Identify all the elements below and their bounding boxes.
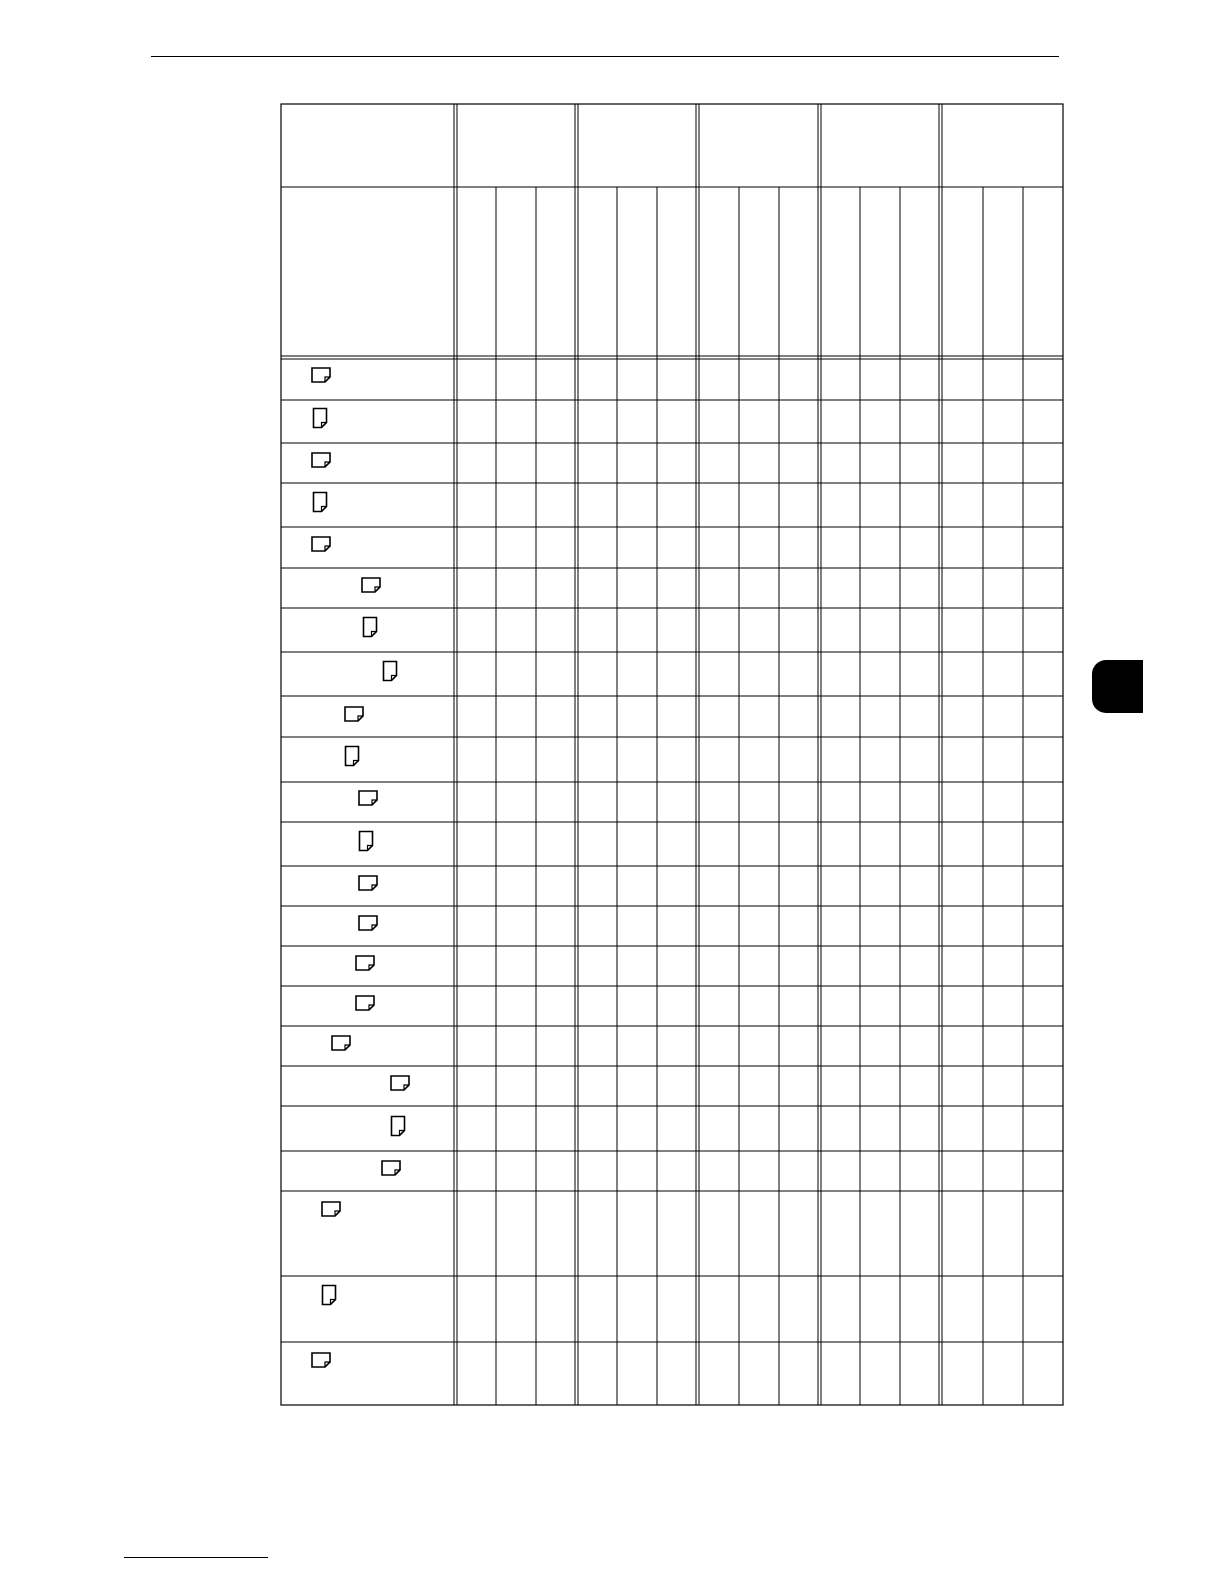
table-row <box>312 537 330 551</box>
table-row <box>392 1117 405 1136</box>
table-row <box>314 409 327 428</box>
paper-landscape-icon <box>359 791 377 805</box>
table-row <box>312 368 330 382</box>
paper-portrait-icon <box>314 493 327 512</box>
table-row <box>360 832 373 851</box>
paper-landscape-icon <box>312 537 330 551</box>
table-row <box>312 453 330 467</box>
table-row <box>362 578 380 592</box>
paper-landscape-icon <box>312 368 330 382</box>
paper-landscape-icon <box>356 956 374 970</box>
paper-portrait-icon <box>346 747 359 766</box>
paper-landscape-icon <box>312 1353 330 1367</box>
table-row <box>312 1353 330 1367</box>
paper-portrait-icon <box>364 618 377 637</box>
table-row <box>364 618 377 637</box>
paper-landscape-icon <box>359 916 377 930</box>
paper-landscape-icon <box>312 453 330 467</box>
paper-landscape-icon <box>332 1036 350 1050</box>
paper-landscape-icon <box>345 707 363 721</box>
paper-landscape-icon <box>362 578 380 592</box>
table-row <box>384 662 397 681</box>
table-row <box>359 876 377 890</box>
table-row <box>359 916 377 930</box>
paper-portrait-icon <box>323 1286 336 1305</box>
paper-portrait-icon <box>384 662 397 681</box>
table-row <box>356 956 374 970</box>
table-row <box>382 1161 400 1175</box>
table-frame <box>281 104 1063 1405</box>
table-row <box>322 1202 340 1216</box>
table-row <box>346 747 359 766</box>
table-row <box>323 1286 336 1305</box>
paper-portrait-icon <box>360 832 373 851</box>
table-row <box>332 1036 350 1050</box>
table-row <box>391 1076 409 1090</box>
table-row <box>356 996 374 1010</box>
paper-landscape-icon <box>322 1202 340 1216</box>
paper-portrait-icon <box>314 409 327 428</box>
table-row <box>359 791 377 805</box>
paper-landscape-icon <box>356 996 374 1010</box>
table-row <box>345 707 363 721</box>
paper-landscape-icon <box>391 1076 409 1090</box>
paper-portrait-icon <box>392 1117 405 1136</box>
paper-landscape-icon <box>359 876 377 890</box>
paper-landscape-icon <box>382 1161 400 1175</box>
table-row <box>314 493 327 512</box>
